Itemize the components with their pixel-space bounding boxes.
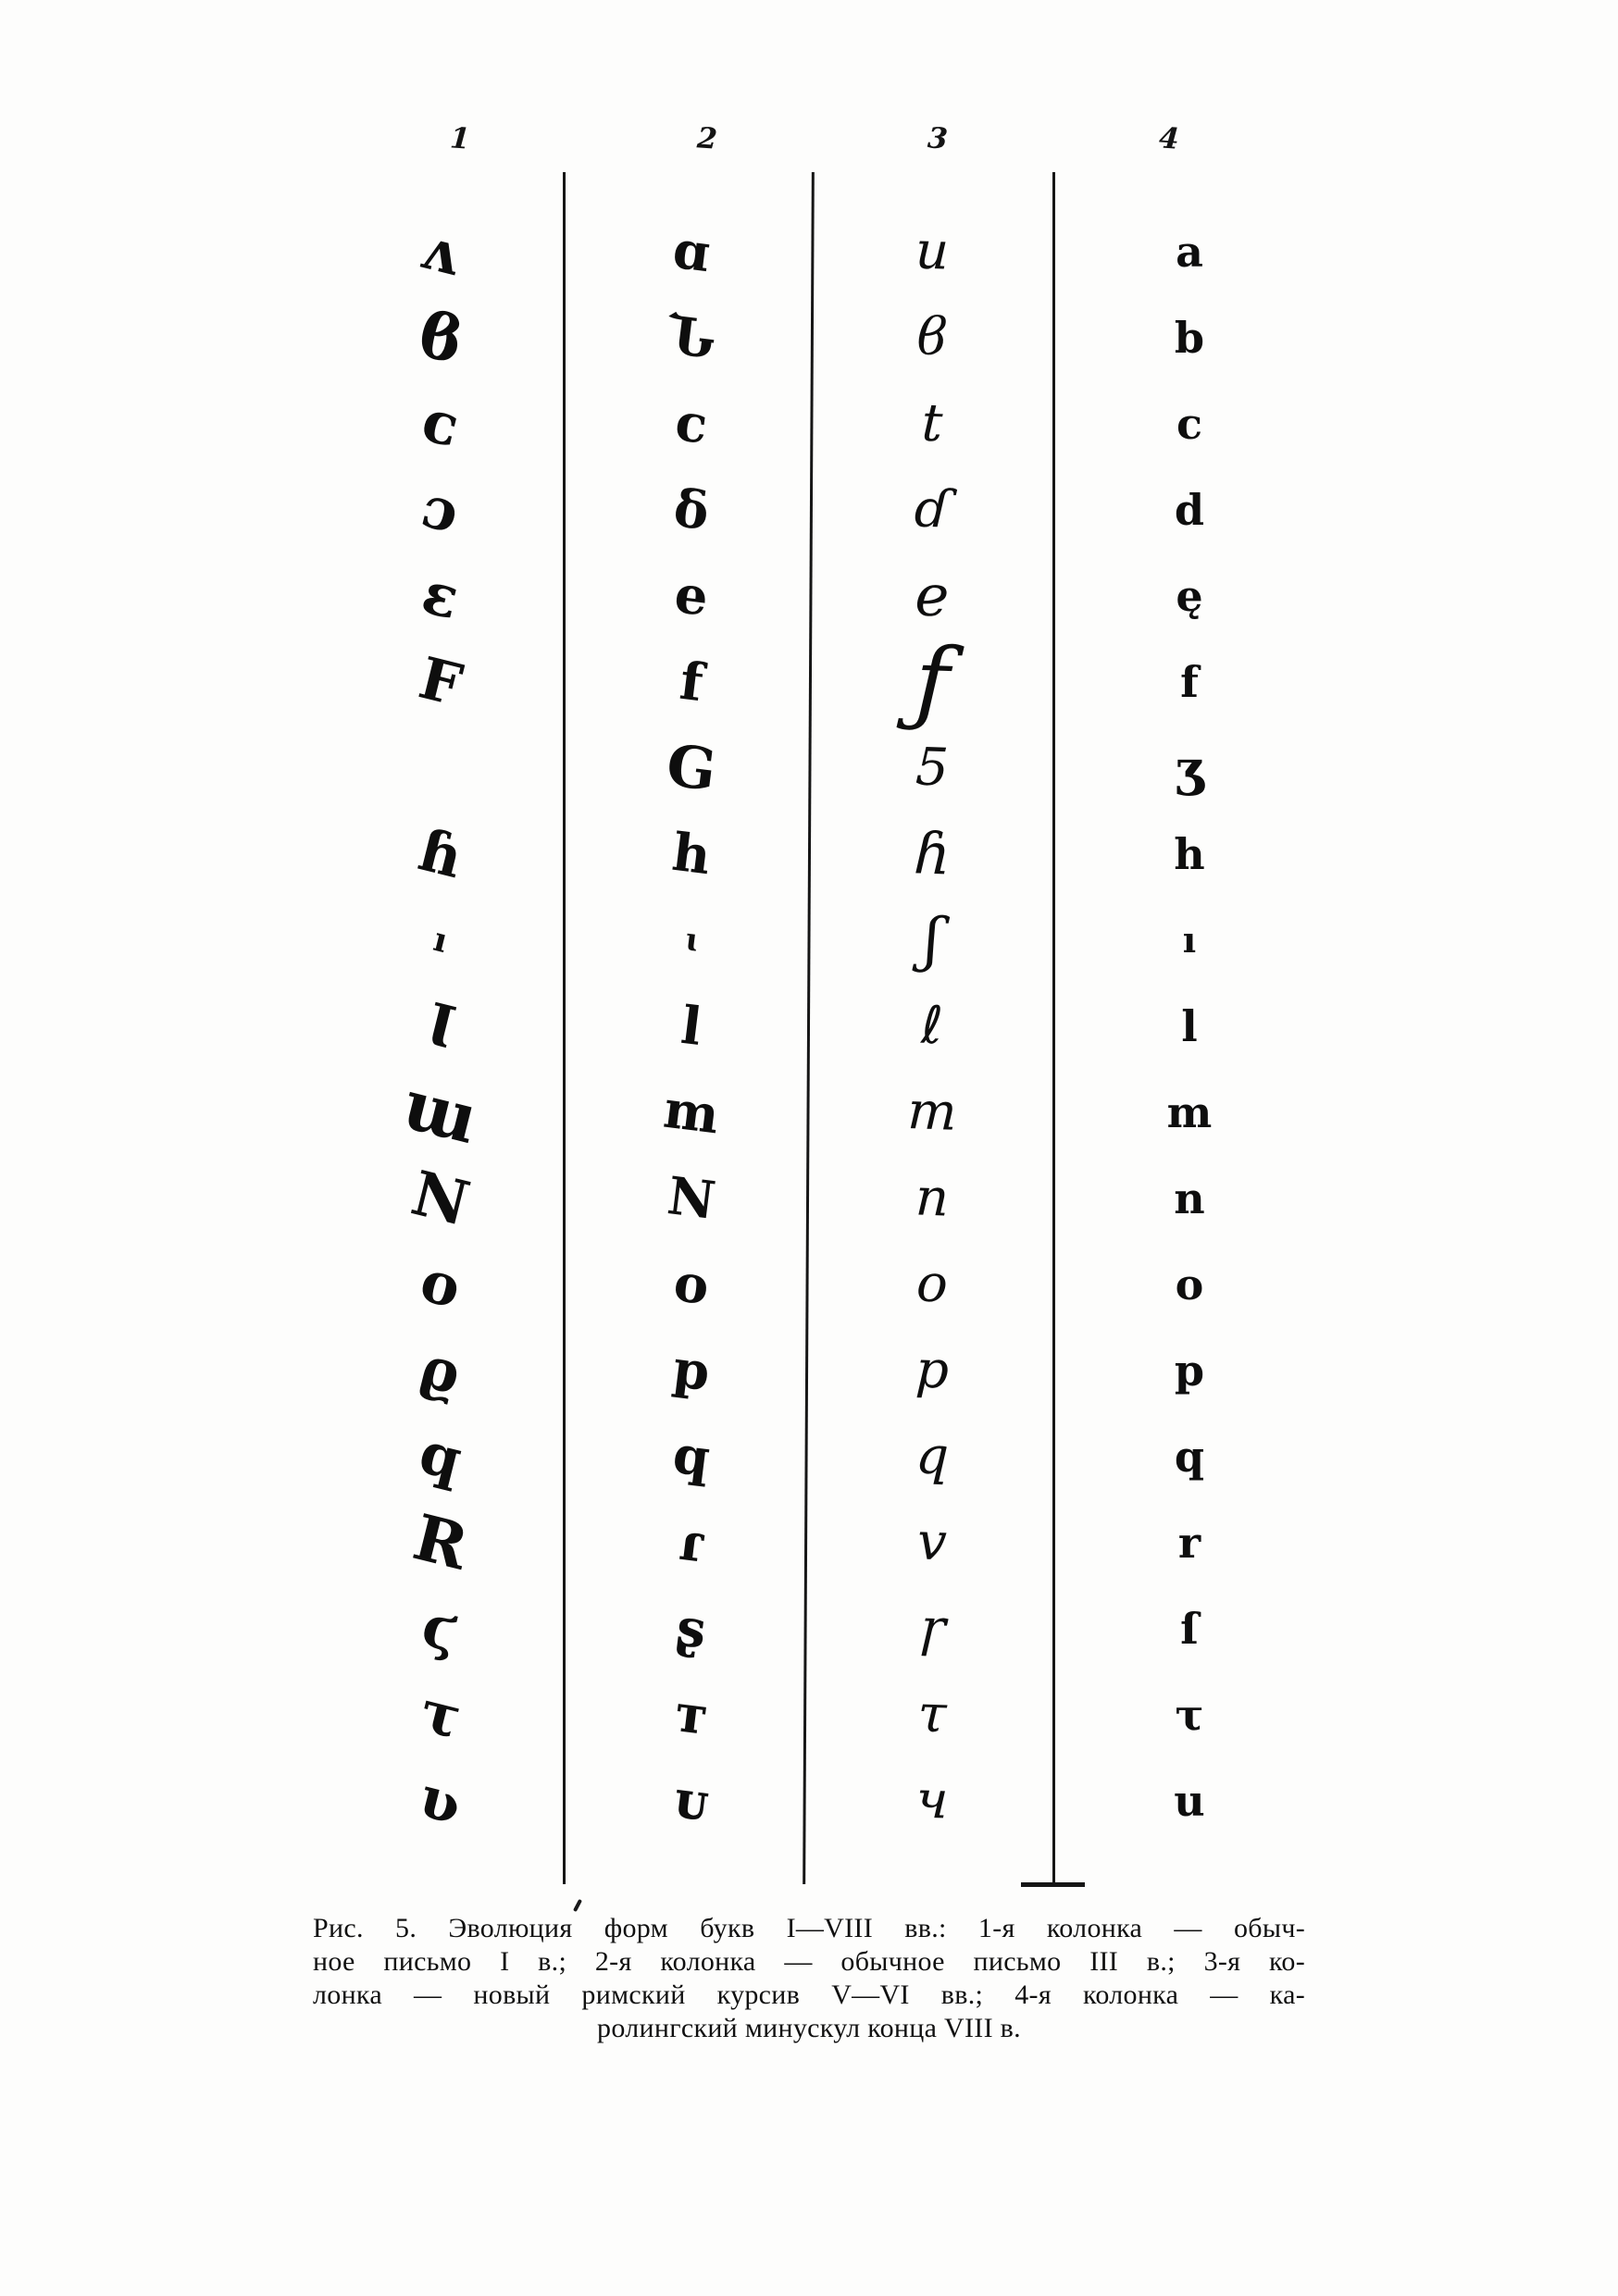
letter-col4-d: d bbox=[1174, 485, 1205, 535]
letter-col1-r: R bbox=[405, 1500, 476, 1585]
caption-line-1: Рис. 5. Эволюция форм букв I—VIII вв.: 1-я колонка — обыч- bbox=[313, 1913, 1305, 1943]
letter-col3-b: ϐ bbox=[915, 306, 949, 368]
letter-col3-h: ɦ bbox=[912, 819, 952, 888]
letter-col3-u: ч bbox=[915, 1769, 950, 1831]
column-divider-2 bbox=[803, 172, 815, 1884]
letter-col4-n: n bbox=[1174, 1173, 1205, 1223]
letter-col3-l: ℓ bbox=[920, 995, 944, 1057]
letter-col4-h: h bbox=[1174, 829, 1205, 879]
letter-col2-d: δ bbox=[670, 477, 713, 543]
column-header-4: 4 bbox=[1157, 121, 1181, 156]
letter-col3-p: p bbox=[914, 1339, 951, 1401]
letter-col1-e: ɛ bbox=[415, 558, 467, 633]
letter-col2-f: f bbox=[677, 650, 706, 714]
letter-col2-r: ɾ bbox=[676, 1510, 707, 1575]
column-header-2: 2 bbox=[695, 121, 719, 156]
column-divider-3 bbox=[1052, 172, 1055, 1884]
letter-col4-t: τ bbox=[1175, 1690, 1204, 1740]
letter-col3-r: v bbox=[916, 1511, 948, 1573]
letter-col3-d: ɗ bbox=[913, 478, 952, 540]
letter-col2-p: p bbox=[669, 1337, 714, 1404]
letter-col2-b: Ն bbox=[664, 304, 719, 371]
caption-line-3: лонка — новый римский курсив V—VI вв.; 4-я колонка — ка- bbox=[313, 1980, 1305, 2010]
column-divider-1 bbox=[563, 172, 566, 1884]
letter-col2-o: o bbox=[670, 1251, 713, 1318]
letter-col3-q: q bbox=[914, 1425, 951, 1487]
letter-col2-e: e bbox=[671, 564, 712, 628]
letter-col2-h: h bbox=[668, 821, 715, 887]
letter-col1-n: N bbox=[404, 1156, 477, 1241]
letter-col2-l: l bbox=[678, 994, 705, 1059]
letter-col2-u: ᴜ bbox=[670, 1769, 713, 1833]
letter-col3-o: o bbox=[915, 1253, 950, 1315]
letter-col1-a: ʌ bbox=[415, 214, 467, 289]
letter-col1-b: ϐ bbox=[411, 296, 470, 379]
letter-col4-m: m bbox=[1166, 1087, 1213, 1137]
letter-col4-l: l bbox=[1181, 1001, 1198, 1051]
letter-col2-s: ʂ bbox=[673, 1596, 710, 1661]
letter-col1-q: q bbox=[413, 1418, 468, 1495]
letter-col4-q: q bbox=[1174, 1432, 1205, 1482]
stray-ink-mark bbox=[573, 1899, 582, 1912]
letter-col2-c: c bbox=[672, 391, 711, 456]
letter-col3-c: t bbox=[920, 392, 944, 454]
letter-col4-u: u bbox=[1174, 1776, 1205, 1826]
letter-col2-n: N bbox=[664, 1165, 719, 1232]
caption-line-4: ролингский минускул конца VIII в. bbox=[597, 2013, 1021, 2043]
letter-col4-f: f bbox=[1180, 657, 1199, 707]
letter-col4-a: a bbox=[1176, 227, 1203, 277]
letter-col2-a: ɑ bbox=[669, 218, 714, 285]
column-header-1: 1 bbox=[448, 121, 472, 156]
letter-col2-g: G bbox=[663, 731, 720, 804]
letter-col1-s: ϛ bbox=[415, 1591, 467, 1666]
letter-col4-i: ı bbox=[1182, 919, 1197, 961]
letter-col4-g: ʒ bbox=[1175, 738, 1204, 798]
letter-col1-m: ɯ bbox=[395, 1064, 486, 1160]
letter-col2-t: ᴛ bbox=[671, 1682, 712, 1747]
letter-col1-u: ʋ bbox=[413, 1762, 468, 1839]
letter-col3-n: n bbox=[914, 1167, 951, 1229]
letter-col4-p: p bbox=[1174, 1346, 1205, 1396]
caption-line-2: ное письмо I в.; 2-я колонка — обычное письмо III в.; 3-я ко- bbox=[313, 1946, 1305, 1977]
letter-col4-r: r bbox=[1177, 1518, 1201, 1568]
letter-col3-g: 5 bbox=[915, 737, 950, 799]
letter-col1-p: ϱ bbox=[414, 1333, 467, 1408]
letter-col3-m: m bbox=[906, 1081, 958, 1143]
divider-foot bbox=[1021, 1882, 1085, 1887]
letter-col2-i: ɩ bbox=[683, 921, 700, 960]
letter-col1-d: ɔ bbox=[415, 472, 467, 547]
letter-col2-m: m bbox=[660, 1078, 723, 1147]
column-header-3: 3 bbox=[926, 121, 950, 156]
letter-col4-o: o bbox=[1175, 1260, 1204, 1309]
letter-col2-q: q bbox=[669, 1423, 714, 1490]
letter-col1-h: ɦ bbox=[412, 815, 469, 892]
letter-col3-i: ʃ bbox=[923, 905, 941, 975]
letter-col3-t: τ bbox=[916, 1683, 948, 1745]
letter-col4-b: b bbox=[1174, 313, 1205, 363]
letter-col1-c: ᴄ bbox=[415, 386, 467, 461]
letter-col4-s: ſ bbox=[1180, 1604, 1199, 1654]
letter-col1-i: ı bbox=[429, 919, 452, 962]
letter-col1-l: Ɩ bbox=[419, 989, 463, 1062]
letter-col1-f: F bbox=[412, 643, 469, 720]
figure-caption bbox=[313, 1912, 1305, 2045]
letter-col3-e: e bbox=[914, 561, 951, 630]
letter-col3-f: ƒ bbox=[913, 627, 952, 737]
letter-col1-o: o bbox=[414, 1247, 468, 1322]
letter-col4-e: ę bbox=[1176, 571, 1203, 621]
letter-col3-s: ɼ bbox=[918, 1597, 946, 1659]
letter-col3-a: u bbox=[914, 220, 951, 282]
letter-col1-t: τ bbox=[414, 1677, 468, 1752]
letter-col4-c: c bbox=[1176, 399, 1203, 449]
